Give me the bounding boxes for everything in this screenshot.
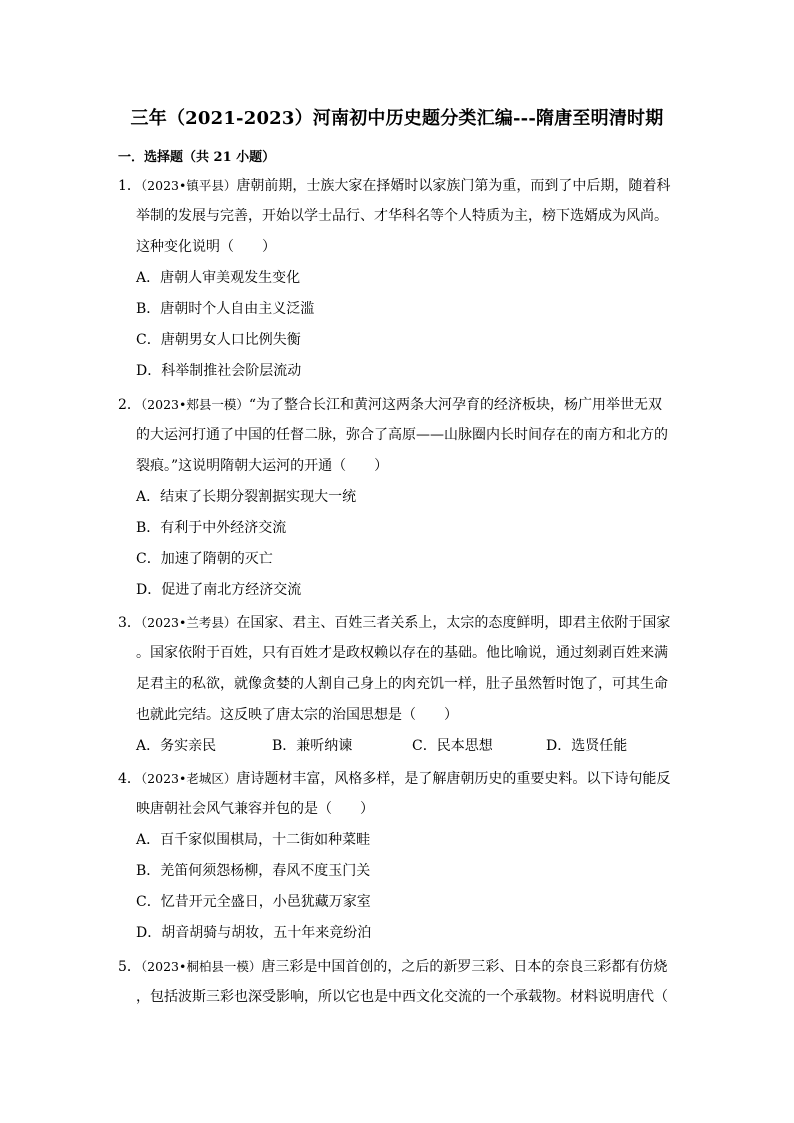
section-heading: 一．选择题（共 21 小题） xyxy=(118,150,276,165)
question-text: “为了整合长江和黄河这两条大河孕育的经济板块，杨广用举世无双 xyxy=(248,397,663,413)
question-text: 也就此完结。这反映了唐太宗的治国思想是（ ） xyxy=(136,707,458,723)
question-number: 1． xyxy=(118,178,141,194)
page-title: 三年（2021-2023）河南初中历史题分类汇编---隋唐至明清时期 xyxy=(130,108,664,129)
option-c: C．加速了隋朝的灭亡 xyxy=(136,551,273,567)
question-2 xyxy=(118,389,678,606)
question-text: 这种变化说明（ ） xyxy=(136,239,276,255)
option-a: A．结束了长期分裂割据实现大一统 xyxy=(136,489,357,505)
option-d: D．胡音胡骑与胡妆，五十年来竞纷泊 xyxy=(136,925,372,941)
options-row xyxy=(118,731,678,762)
question-text: 映唐朝社会风气兼容并包的是（ ） xyxy=(136,801,374,817)
question-4 xyxy=(118,763,678,949)
question-text: 的大运河打通了中国的任督二脉，弥合了高原——山脉圈内长时间存在的南方和北方的 xyxy=(136,427,668,443)
option-d: D．科举制推社会阶层流动 xyxy=(136,363,302,379)
option-a: A．务实亲民 xyxy=(136,738,217,754)
option-a: A．唐朝人审美观发生变化 xyxy=(136,270,301,286)
question-text: 裂痕。”这说明隋朝大运河的开通（ ） xyxy=(136,458,389,474)
question-number: 2． xyxy=(118,397,141,413)
question-text: 足君主的私欲，就像贪婪的人割自己身上的肉充饥一样，肚子虽然暂时饱了，可其生命 xyxy=(136,676,668,692)
question-number: 5． xyxy=(118,959,141,975)
question-text: 在国家、君主、百姓三者关系上，太宗的态度鲜明，即君主依附于国家 xyxy=(236,615,671,631)
question-text: 唐三彩是中国首创的，之后的新罗三彩、日本的奈良三彩都有仿烧 xyxy=(261,959,668,975)
question-source: （2023•老城区） xyxy=(140,771,237,786)
option-b: B．有利于中外经济交流 xyxy=(136,520,287,536)
question-source: （2023•桐柏县一模） xyxy=(140,959,262,974)
option-b: B．唐朝时个人自由主义泛滥 xyxy=(136,301,315,317)
question-source: （2023•郏县一模） xyxy=(140,397,249,412)
option-c: C．民本思想 xyxy=(412,738,493,754)
question-number: 3． xyxy=(118,615,141,631)
question-text: 举制的发展与完善，开始以学士品行、才华科名等个人特质为主，榜下选婿成为风尚。 xyxy=(136,208,668,224)
option-c: C．唐朝男女人口比例失衡 xyxy=(136,332,301,348)
question-text: 唐朝前期，士族大家在择婿时以家族门第为重，而到了中后期，随着科 xyxy=(236,178,671,194)
question-1 xyxy=(118,170,678,387)
question-5 xyxy=(118,951,678,1013)
option-d: D．选贤任能 xyxy=(546,738,628,754)
question-text: 唐诗题材丰富，风格多样，是了解唐朝历史的重要史料。以下诗句能反 xyxy=(236,771,671,787)
option-d: D．促进了南北方经济交流 xyxy=(136,582,302,598)
option-b: B．羌笛何须怨杨柳，春风不度玉门关 xyxy=(136,863,371,879)
question-text: ，包括波斯三彩也深受影响，所以它也是中西文化交流的一个承载物。材料说明唐代（ xyxy=(136,989,668,1005)
question-3 xyxy=(118,607,678,762)
question-source: （2023•镇平县） xyxy=(140,178,237,193)
question-number: 4． xyxy=(118,771,141,787)
question-text: 。国家依附于百姓，只有百姓才是政权赖以存在的基础。他比喻说，通过刻剥百姓来满 xyxy=(136,645,668,661)
question-source: （2023•兰考县） xyxy=(140,615,237,630)
option-a: A．百千家似围棋局，十二街如种菜畦 xyxy=(136,832,371,848)
option-c: C．忆昔开元全盛日，小邑犹藏万家室 xyxy=(136,894,371,910)
option-b: B．兼听纳谏 xyxy=(272,738,353,754)
